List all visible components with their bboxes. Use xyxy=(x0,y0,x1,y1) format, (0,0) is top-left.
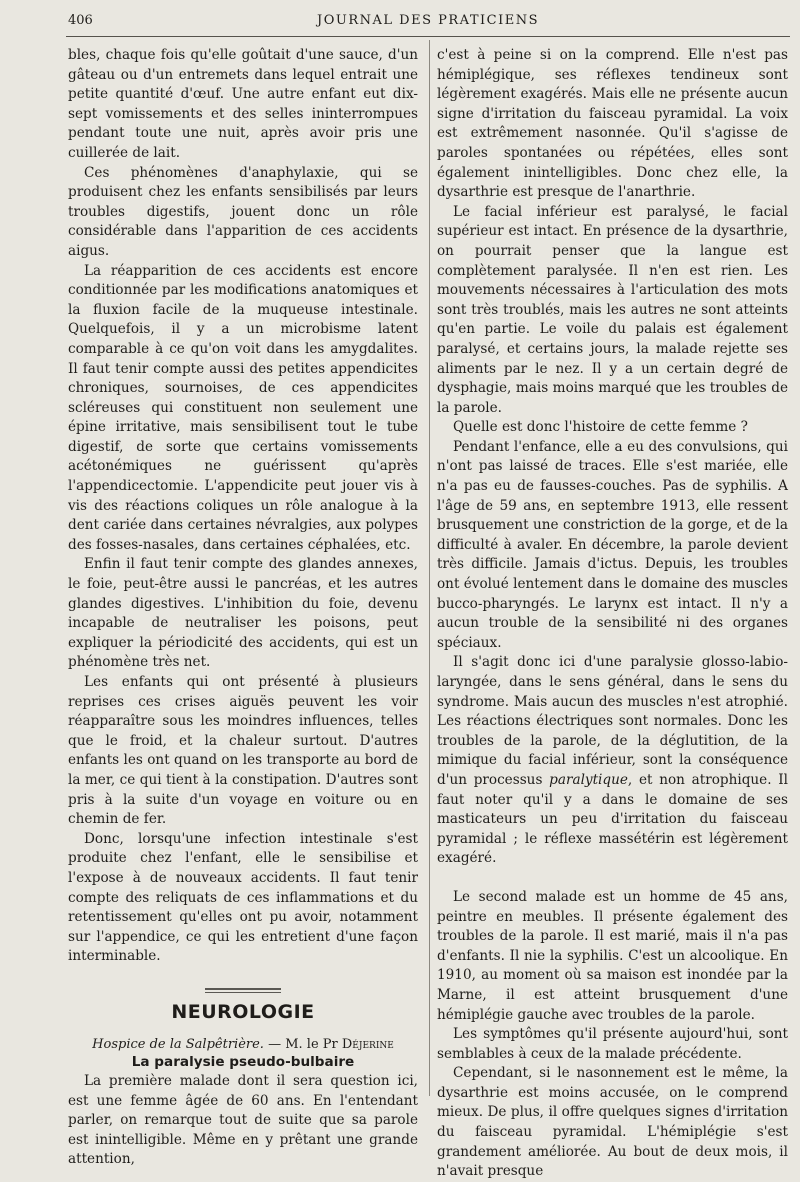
paragraph: Les enfants qui ont présenté à plusieurs reprises ces crises aiguës peuvent les voir réapparaître sous les moindres influences, telles que le froid, et la chaleur surtout. D'autres enfants les ont quand on les transporte au bord de la mer, ce qui tient à la constipation. D'autres sont pris à la suite d'un voyage en voiture ou en chemin de fer. xyxy=(68,674,418,828)
left-column xyxy=(68,46,418,1170)
paragraph: Pendant l'enfance, elle a eu des convulsions, qui n'ont pas laissé de traces. Elle s'est mariée, elle n'a pas eu de fausses-couches. Pas de syphilis. A l'âge de 59 ans, en septembre 1913, elle ressent brusquement une constriction de la gorge, et de la difficulté à avaler. En décembre, la parole devient très difficile. Jamais d'ictus. Depuis, les troubles ont évolué lentement dans le domaine des muscles bucco-pharyngés. Le larynx est intact. Il n'y a aucun trouble de la sensibilité ni des organes spéciaux. xyxy=(437,438,788,651)
paragraph: Ces phénomènes d'anaphylaxie, qui se produisent chez les enfants sensibilisés par leurs troubles digestifs, jouent donc un rôle considérable dans l'apparition de ces accidents aigus. xyxy=(68,164,418,259)
header-rule xyxy=(66,36,790,37)
paragraph: La première malade dont il sera question ici, est une femme âgée de 60 ans. En l'entendant parler, on remarque tout de suite que sa parole est inintelligible. Même en y prêtant une grande attention, xyxy=(68,1072,418,1168)
paragraph: Donc, lorsqu'une infection intestinale s'est produite chez l'enfant, elle le sensibilise et l'expose à de nouveaux accidents. Il faut tenir compte des reliquats de ces inflammations et du retentissement qu'elles ont pu avoir, notamment sur l'appendice, ce qui les entretient d'une façon interminable. xyxy=(68,830,418,965)
ornament-rule-icon xyxy=(205,987,281,995)
page-header xyxy=(68,13,788,33)
paragraph: Le second malade est un homme de 45 ans, peintre en meubles. Il présente également des troubles de la parole. Il est marié, mais il n'a pas d'enfants. Il nie la syphilis. C'est un alcoolique. En 1910, au moment où sa maison est inondée par la Marne, il est atteint brusquement d'une hémiplégie gauche avec troubles de la parole. xyxy=(437,888,788,1023)
text-run: , et non atrophique. Il faut noter qu'il y a dans le domaine de ses masticateurs un peu d'irritation du faisceau pyramidal ; le réflexe massétérin est légèrement exagéré. xyxy=(437,771,788,867)
paragraph-gap xyxy=(437,869,788,888)
byline-author: Déjerine xyxy=(341,1036,394,1052)
paragraph: Le facial inférieur est paralysé, le facial supérieur est intact. En présence de la dysarthrie, on pourrait penser que la langue est complètement paralysée. Il n'en est rien. Les mouvements nécessaires à l'articulation des mots sont très troublés, mais les autres ne sont atteints qu'en partie. Le voile du palais est également paralysé, et certains jours, la malade rejette ses aliments par le nez. Il y a un certain degré de dysphagie, mais moins marqué que les troubles de la parole. xyxy=(437,203,788,416)
column-divider xyxy=(429,40,430,1096)
paragraph: c'est à peine si on la comprend. Elle n'est pas hémiplégique, ses réflexes tendineux sont légèrement exagérés. Mais elle ne présente aucun signe d'irritation du faisceau pyramidal. La voix est extrêmement nasonnée. Qu'il s'agisse de paroles spontanées ou répétées, elles sont également inintelligibles. Donc chez elle, la dysarthrie est presque de l'anarthrie. xyxy=(437,47,788,201)
paragraph: Quelle est donc l'histoire de cette femme ? xyxy=(453,419,748,436)
article-subtitle: La paralysie pseudo-bulbaire xyxy=(131,1053,355,1070)
byline-prefix: M. le Pr xyxy=(285,1036,342,1052)
paragraph: bles, chaque fois qu'elle goûtait d'une sauce, d'un gâteau ou d'un entremets dans lequel entrait une petite quantité d'œuf. Une autre enfant eut dix-sept vomissements et des selles ininterrompues pendant toute une nuit, après avoir pris une cuillerée de lait. xyxy=(68,47,418,161)
section-title: NEUROLOGIE xyxy=(171,1000,315,1023)
paragraph xyxy=(437,653,788,869)
paragraph: Enfin il faut tenir compte des glandes annexes, le foie, peut-être aussi le pancréas, et les autres glandes digestives. L'inhibition du foie, devenu incapable de neutraliser les poisons, peut expliquer la périodicité des accidents, qui est un phénomène très net. xyxy=(68,556,418,671)
page-number: 406 xyxy=(68,13,93,28)
byline-place: Hospice de la Salpêtrière. xyxy=(92,1036,264,1052)
italic-term: paralytique xyxy=(549,771,628,788)
paragraph: Les symptômes qu'il présente aujourd'hui, sont semblables à ceux de la malade précédente. xyxy=(437,1026,788,1062)
paragraph: La réapparition de ces accidents est encore conditionnée par les modifications anatomiques et la fluxion facile de la muqueuse intestinale. Quelquefois, il y a un microbisme latent comparable à ce qu'on voit dans les amygdalites. Il faut tenir compte aussi des petites appendicites chroniques, sournoises, de ces appendicites scléreuses qui constituent non seulement une épine irritative, mais sensibilisent tout le tube digestif, de sorte que certains vomissements acétonémiques ne guérissent qu'après l'appendicectomie. L'appendicite peut jouer vis à vis des réactions coliques un rôle analogue à la dent cariée dans certaines névralgies, aux polypes des fosses-nasales, dans certaines céphalées, etc. xyxy=(68,262,418,553)
byline-dash: — xyxy=(263,1036,286,1052)
journal-title: JOURNAL DES PRATICIENS xyxy=(317,13,539,28)
text-run: Il s'agit donc ici d'une paralysie glosso-labio-laryngée, dans le sens général, dans le sens du syndrome. Mais aucun des muscles n'est atrophié. Les réactions électriques sont normales. Donc les troubles de la parole, de la déglutition, de la mimique du facial inférieur, sont la conséquence d'un processus xyxy=(437,654,788,788)
section-ornament xyxy=(68,967,418,1001)
paragraph: Cependant, si le nasonnement est le même, la dysarthrie est moins accusée, on le comprend mieux. De plus, il offre quelques signes d'irritation du faisceau pyramidal. L'hémiplégie s'est grandement améliorée. Au bout de deux mois, il n'avait presque xyxy=(437,1065,788,1180)
byline xyxy=(68,1037,418,1052)
right-column xyxy=(437,46,788,1182)
